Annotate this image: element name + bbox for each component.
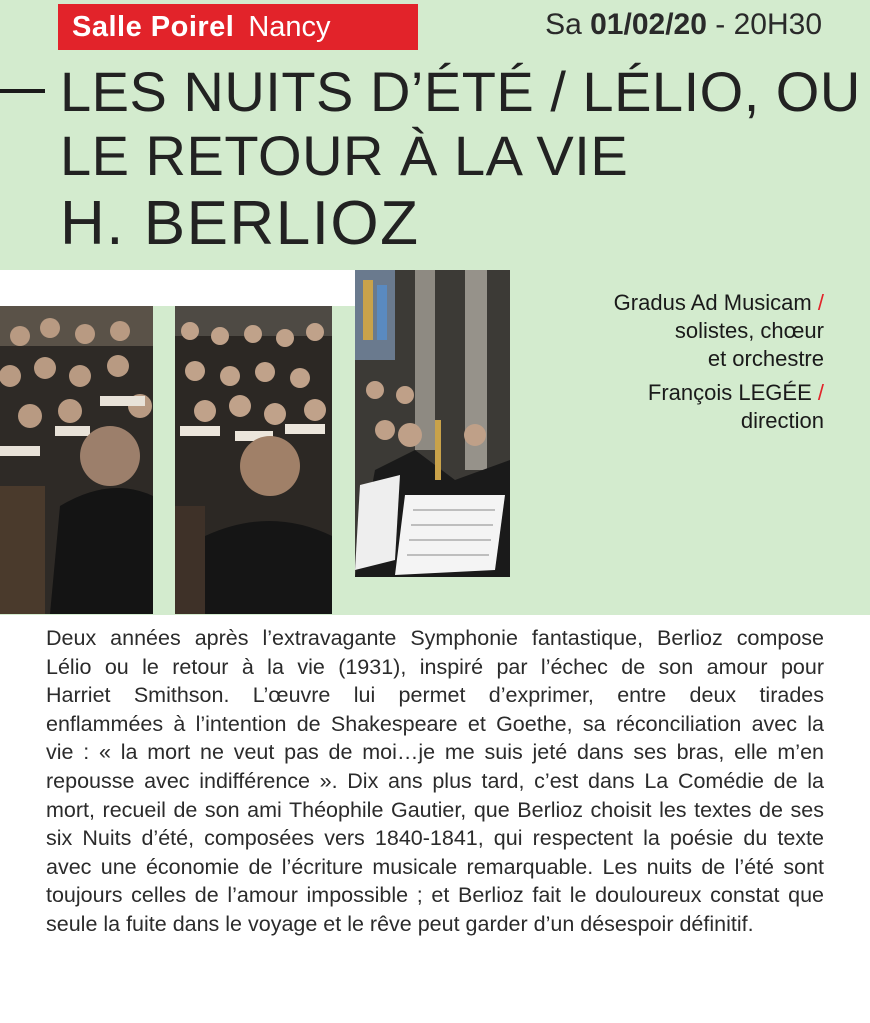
- ensemble-role-line-2: et orchestre: [707, 346, 824, 371]
- description-line: Lélio ou le retour à la vie (1931), inspiré par l’échec de son amour pour: [46, 654, 824, 679]
- event-date: 01/02/20: [590, 8, 707, 41]
- description-line: repousse avec indifférence ». Dix ans plus tard, c’est dans La Comédie de la: [46, 768, 824, 793]
- description-line: avec une économie de l’écriture musicale remarquable. Les nuits de l’été sont: [46, 854, 824, 879]
- orchestra-photo: [355, 270, 510, 577]
- title-line-1: LES NUITS D’ÉTÉ / LÉLIO, OU: [60, 60, 861, 123]
- ensemble-name: Gradus Ad Musicam: [613, 290, 812, 315]
- description-line: six Nuits d’été, composées vers 1840-1841, qui respectent la poésie du texte: [46, 826, 824, 851]
- credit-slash: /: [817, 290, 824, 315]
- description-line: toujours celles de l’amour impossible ; et Berlioz fait le douloureux constat que: [46, 883, 824, 908]
- title-line-2: LE RETOUR À LA VIE: [60, 124, 629, 187]
- event-time: 20H30: [733, 8, 822, 41]
- composer-name: H. BERLIOZ: [60, 189, 420, 258]
- photo-gap: [0, 270, 355, 306]
- description-paragraph: [46, 624, 824, 939]
- venue-badge: [58, 4, 418, 50]
- description-line: Deux années après l’extravagante Symphonie fantastique, Berlioz compose: [46, 626, 824, 650]
- performers-credits: [504, 289, 824, 441]
- ensemble-role-line-1: solistes, chœur: [674, 318, 824, 343]
- choir-photo-middle: [175, 306, 332, 614]
- credit-conductor: [504, 379, 824, 435]
- description-line: vie : « la mort ne veut pas de moi…je me suis jeté dans ses bras, elle m’en: [46, 740, 824, 765]
- description-line: mort, recueil de son ami Théophile Gautier, que Berlioz choisit les textes de ses: [46, 797, 824, 822]
- description-line: seule la fuite dans le voyage et le rêve peut garder d’un désespoir définitif.: [46, 911, 754, 936]
- event-datetime: [545, 8, 822, 42]
- concert-title: [60, 60, 860, 260]
- conductor-role: direction: [740, 408, 824, 433]
- choir-photo-left: [0, 306, 153, 614]
- credit-ensemble: [504, 289, 824, 373]
- time-separator: -: [715, 8, 726, 41]
- description-line: Harriet Smithson. L’œuvre lui permet d’exprimer, entre deux tirades: [46, 683, 824, 708]
- description-line: enflammées à l’intention de Shakespeare et Goethe, sa réconciliation avec la: [46, 711, 824, 736]
- title-dash: [0, 89, 45, 93]
- venue-city: Nancy: [248, 10, 331, 43]
- credit-slash: /: [817, 380, 824, 405]
- conductor-name: François LEGÉE: [647, 380, 812, 405]
- event-day: Sa: [545, 8, 582, 41]
- venue-name: Salle Poirel: [72, 10, 235, 43]
